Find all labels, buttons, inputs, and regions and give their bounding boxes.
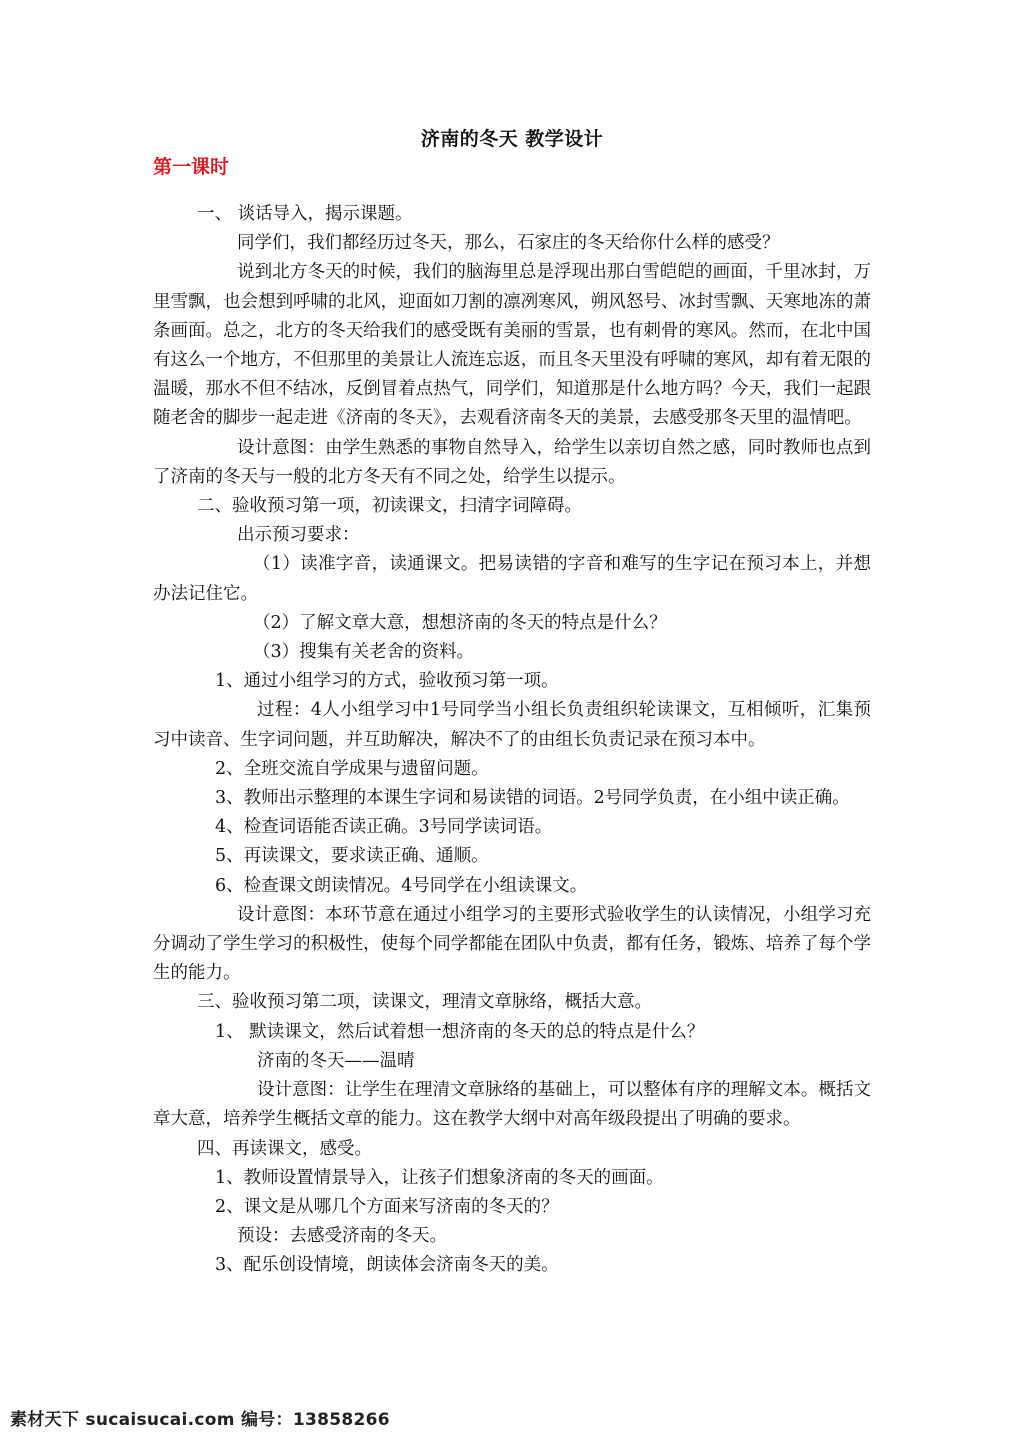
section-heading-1: 一、 谈话导入，揭示课题。 [197, 204, 413, 224]
list-item: 1、教师设置情景导入，让孩子们想象济南的冬天的画面。 [215, 1167, 664, 1188]
list-item: 3、教师出示整理的本课生字词和易读错的词语。2号同学负责，在小组中读正确。 [215, 788, 850, 809]
list-item: 4、检查词语能否读正确。3号同学读词语。 [215, 817, 553, 838]
list-item: 3、配乐创设情境，朗读体会济南冬天的美。 [215, 1255, 559, 1276]
design-intent: 设计意图：由学生熟悉的事物自然导入，给学生以亲切自然之感，同时教师也点到了济南的冬天与一般的北方冬天有不同之处，给学生以提示。 [153, 437, 871, 487]
paragraph: 过程：4人小组学习中1号同学当小组长负责组织轮读课文，互相倾听，汇集预习中读音、生字词问题，并互助解决，解决不了的由组长负责记录在预习本中。 [153, 700, 871, 750]
list-item: 2、全班交流自学成果与遗留问题。 [215, 758, 489, 779]
lesson-heading: 第一课时 [153, 156, 230, 178]
document-body [153, 200, 871, 1281]
paragraph: 出示预习要求： [237, 525, 360, 546]
section-heading-3: 三、验收预习第二项，读课文，理清文章脉络，概括大意。 [197, 992, 652, 1013]
list-item: （1）读准字音，读通课文。把易读错的字音和难写的生字记在预习本上，并想办法记住它。 [153, 554, 871, 604]
list-item: （2）了解文章大意，想想济南的冬天的特点是什么？ [253, 612, 667, 633]
list-item: 6、检查课文朗读情况。4号同学在小组读课文。 [215, 875, 588, 896]
list-item: （3）搜集有关老舍的资料。 [253, 642, 475, 663]
watermark-text: 素材天下 sucaisucai.com 编号：13858266 [10, 1410, 390, 1430]
paragraph: 同学们，我们都经历过冬天，那么，石家庄的冬天给你什么样的感受？ [237, 233, 780, 254]
section-heading-4: 四、再读课文，感受。 [197, 1138, 372, 1159]
list-item: 2、课文是从哪几个方面来写济南的冬天的？ [215, 1196, 559, 1217]
list-item: 1、通过小组学习的方式，验收预习第一项。 [215, 671, 559, 692]
paragraph: 说到北方冬天的时候，我们的脑海里总是浮现出那白雪皑皑的画面，千里冰封，万里雪飘，也会想到呼啸的北风，迎面如刀割的凛冽寒风，朔风怒号、冰封雪飘、天寒地冻的萧条画面。总之，北方的冬天给我们的感受既有美丽的雪景，也有刺骨的寒风。然而，在北中国有这么一个地方，不但那里的美景让人流连忘返，而且冬天里没有呼啸的寒风，却有着无限的温暖，那水不但不结冰，反倒冒着点热气，同学们，知道那是什么地方吗？今天，我们一起跟随老舍的脚步一起走进《济南的冬天》，去观看济南冬天的美景，去感受那冬天里的温情吧。 [153, 262, 871, 429]
document-title: 济南的冬天 教学设计 [420, 128, 604, 150]
list-item: 5、再读课文，要求读正确、通顺。 [215, 846, 489, 867]
list-item: 1、 默读课文，然后试着想一想济南的冬天的总的特点是什么？ [215, 1021, 705, 1042]
paragraph: 预设：去感受济南的冬天。 [237, 1226, 447, 1247]
design-intent: 设计意图：让学生在理清文章脉络的基础上，可以整体有序的理解文本。概括文章大意，培养学生概括文章的能力。这在教学大纲中对高年级段提出了明确的要求。 [153, 1080, 871, 1130]
paragraph: 济南的冬天——温晴 [257, 1050, 415, 1071]
section-heading-2: 二、验收预习第一项，初读课文，扫清字词障碍。 [197, 496, 582, 517]
design-intent: 设计意图：本环节意在通过小组学习的主要形式验收学生的认读情况，小组学习充分调动了学生学习的积极性，使每个同学都能在团队中负责，都有任务，锻炼、培养了每个学生的能力。 [153, 904, 871, 984]
